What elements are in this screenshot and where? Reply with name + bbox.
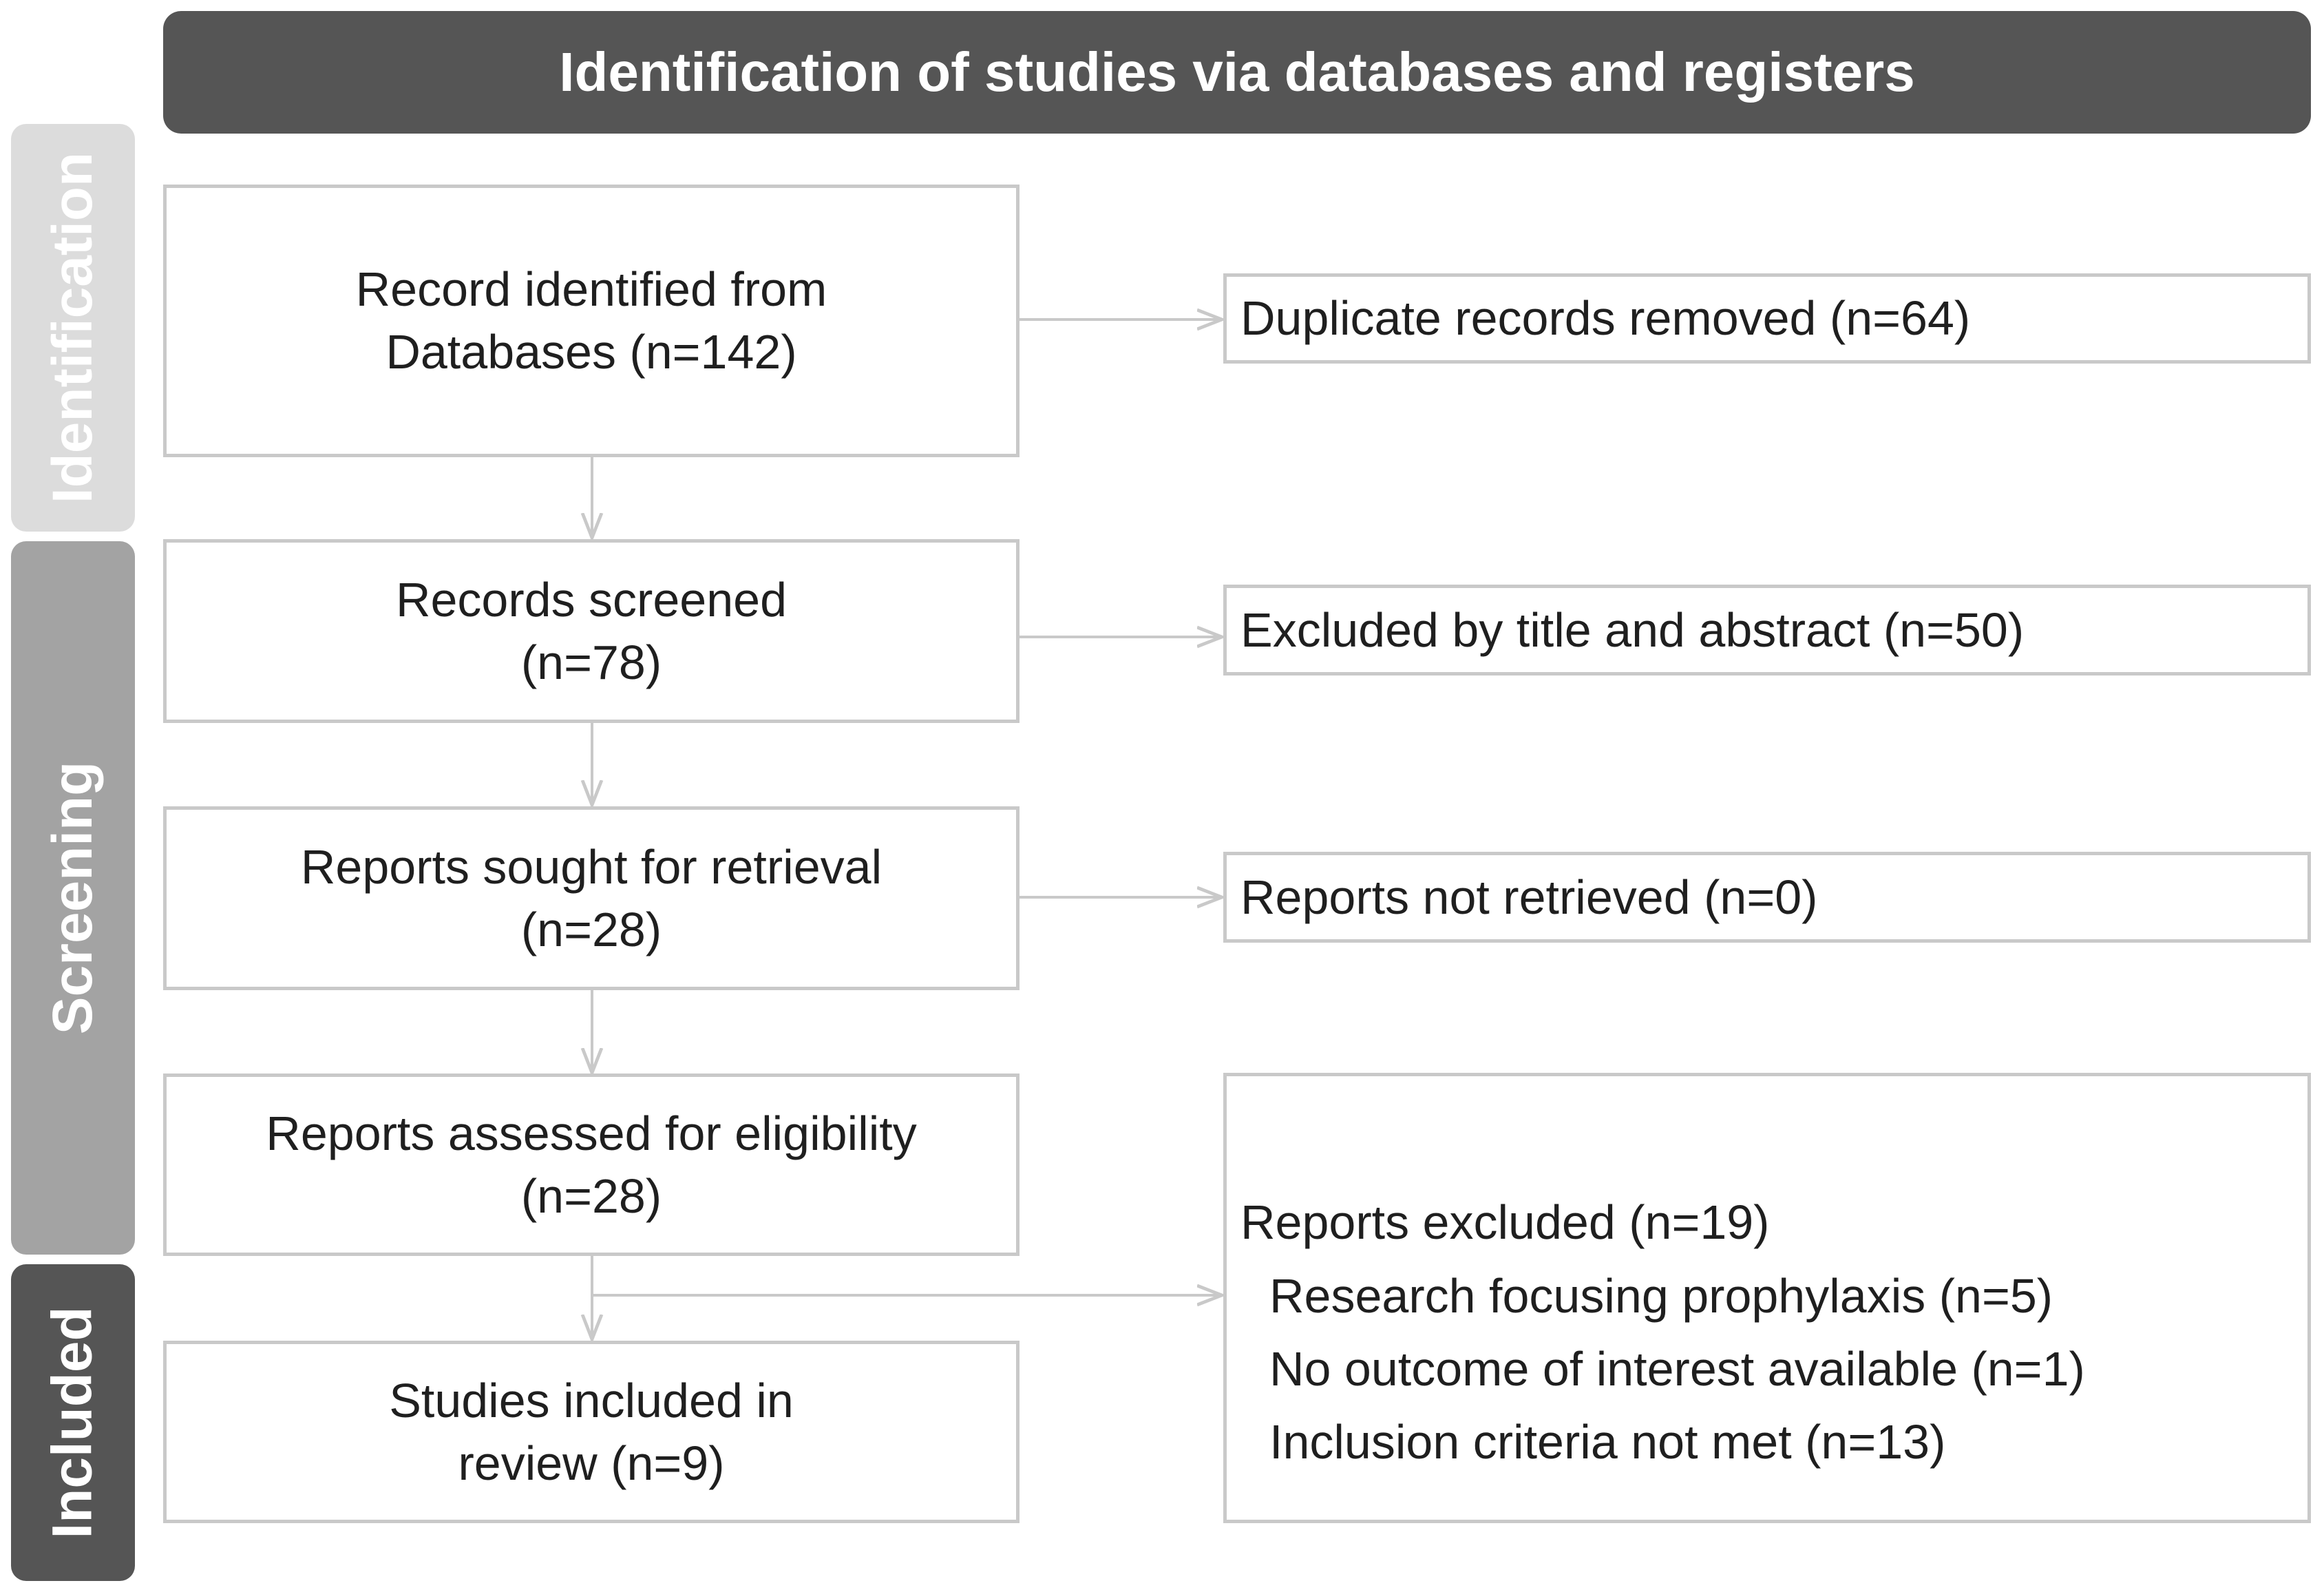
phase-identification-label: Identification <box>41 151 104 504</box>
box-reports-assessed <box>163 1073 1020 1256</box>
box-duplicates-removed <box>1223 273 2311 364</box>
exclusion-reason: Inclusion criteria not met (n=13) <box>1269 1415 1946 1469</box>
box-records-identified <box>163 185 1020 457</box>
records-identified-line2: Databases (n=142) <box>385 325 797 379</box>
reports-sought-line1: Reports sought for retrieval <box>300 839 883 894</box>
phase-included-label: Included <box>41 1306 105 1539</box>
records-screened-line2: (n=78) <box>520 635 662 689</box>
reports-excluded-title: Reports excluded (n=19) <box>1240 1195 1770 1250</box>
box-reports-excluded <box>1223 1073 2311 1523</box>
box-reports-sought <box>163 806 1020 990</box>
reports-assessed-line2: (n=28) <box>520 1169 662 1223</box>
box-excluded-title-abstract <box>1223 585 2311 675</box>
header-title: Identification of studies via databases and registers <box>559 41 1915 103</box>
exclusion-reason: Research focusing prophylaxis (n=5) <box>1269 1268 2053 1323</box>
box-studies-included <box>163 1341 1020 1523</box>
excluded-title-abstract-text: Excluded by title and abstract (n=50) <box>1240 603 2025 657</box>
records-identified-line1: Record identified from <box>355 262 827 316</box>
reports-sought-line2: (n=28) <box>520 902 662 956</box>
reports-assessed-line1: Reports assessed for eligibility <box>266 1106 917 1160</box>
exclusion-reason: No outcome of interest available (n=1) <box>1269 1342 2085 1396</box>
records-screened-line1: Records screened <box>395 572 788 627</box>
phase-screening-label: Screening <box>41 761 104 1035</box>
studies-included-line2: review (n=9) <box>458 1436 725 1490</box>
box-reports-not-retrieved <box>1223 852 2311 943</box>
reports-not-retrieved-text: Reports not retrieved (n=0) <box>1240 870 1818 924</box>
duplicates-removed-text: Duplicate records removed (n=64) <box>1240 291 1971 345</box>
studies-included-line1: Studies included in <box>389 1373 794 1427</box>
box-records-screened <box>163 539 1020 723</box>
